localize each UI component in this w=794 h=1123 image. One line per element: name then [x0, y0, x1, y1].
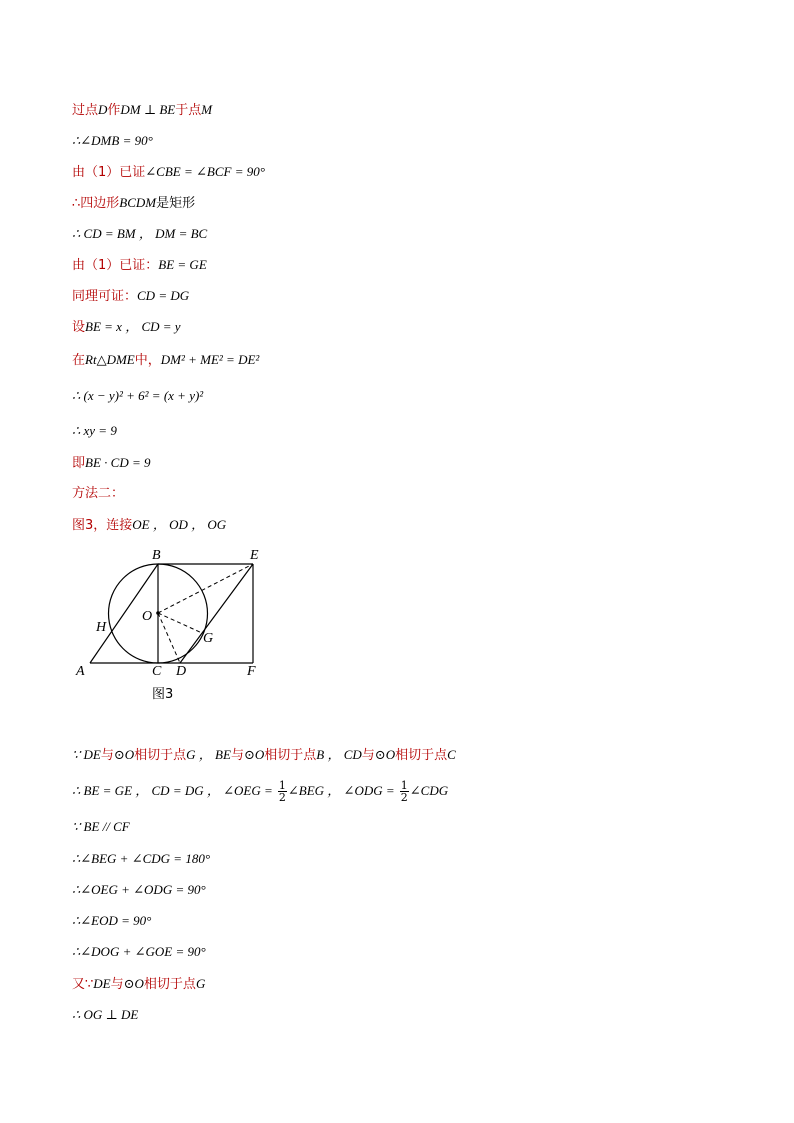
line-22: 又∵DE与⊙O相切于点G [72, 976, 206, 992]
line-9: 在Rt△DME中，DM² + ME² = DE² [72, 352, 260, 368]
line-4: ∴四边形BCDM是矩形 [72, 195, 196, 211]
line-3: 由（1）已证∠CBE = ∠BCF = 90° [72, 164, 265, 180]
fraction-half-1: $\frac{1}{2}$ [278, 779, 286, 804]
line-13: 方法二： [72, 486, 125, 501]
line-7: 同理可证：CD = DG [72, 288, 190, 304]
line-15: ∵ DE与⊙O相切于点G ， BE与⊙O相切于点B ， CD与⊙O相切于点C [72, 747, 456, 763]
line-21: ∴∠DOG + ∠GOE = 90° [72, 944, 206, 959]
label-a: A [76, 664, 85, 679]
line-12: 即BE · CD = 9 [72, 455, 151, 471]
line-11: ∴ xy = 9 [72, 423, 117, 438]
segment-de [180, 564, 253, 663]
line-23: ∴ OG ⊥ DE [72, 1007, 139, 1022]
line-17: ∵ BE // CF [72, 819, 130, 834]
line-20: ∴∠EOD = 90° [72, 913, 152, 928]
label-f: F [247, 664, 256, 679]
label-c: C [152, 664, 162, 679]
label-o: O [142, 609, 153, 624]
line-6: 由（1）已证：BE = GE [72, 257, 207, 273]
label-e: E [250, 548, 259, 563]
line-5: ∴ CD = BM ， DM = BC [72, 226, 208, 241]
line-8: 设BE = x ， CD = y [72, 319, 181, 335]
line-14: 图3，连接OE ， OD ， OG [72, 517, 227, 533]
figure-caption: 图3 [152, 687, 174, 702]
line-1: 过点D作DM ⊥ BE于点M [72, 102, 213, 118]
label-h: H [96, 620, 107, 635]
label-g: G [203, 631, 214, 646]
point-o [156, 611, 160, 615]
segment-og [158, 613, 202, 633]
line-18: ∴∠BEG + ∠CDG = 180° [72, 851, 211, 866]
label-d: D [176, 664, 187, 679]
fraction-half-2: $\frac{1}{2}$ [400, 779, 408, 804]
segment-od [158, 613, 180, 663]
line-2: ∴∠DMB = 90° [72, 133, 153, 148]
segment-oe [158, 564, 253, 613]
line-19: ∴∠OEG + ∠ODG = 90° [72, 882, 206, 897]
label-b: B [152, 548, 161, 563]
line-16: ∴ BE = GE ， CD = DG ， ∠OEG = $\frac{1}{2}$ ∠BEG ， ∠ODG = $\frac{1}{2}$ ∠CDG [72, 779, 449, 804]
figure-3-diagram [70, 545, 280, 685]
line-10: ∴ (x − y)² + 6² = (x + y)² [72, 388, 204, 403]
